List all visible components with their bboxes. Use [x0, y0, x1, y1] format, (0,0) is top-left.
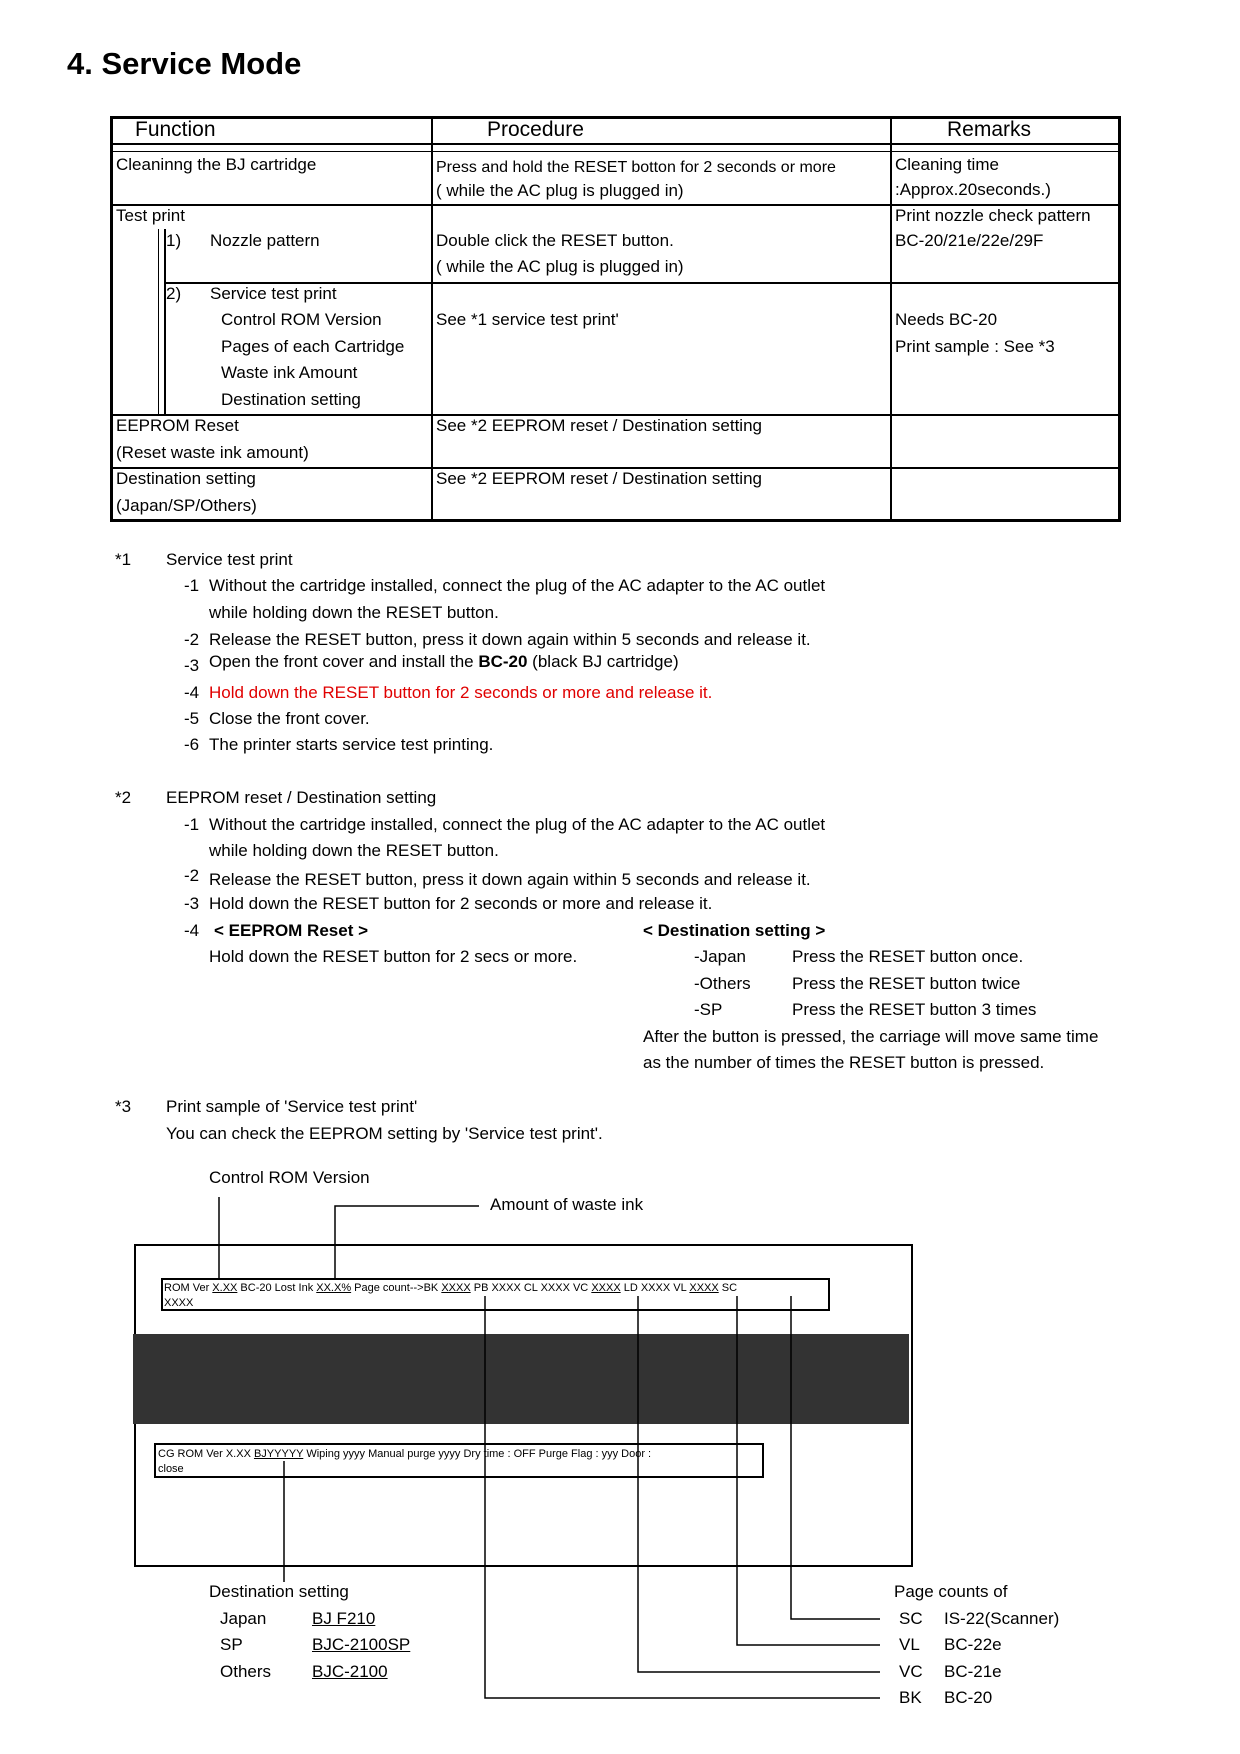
cleaning-function: Cleaninng the BJ cartridge — [116, 155, 317, 174]
print-line-1-text: ROM Ver X.XX BC-20 Lost Ink XX.X% Page count-->BK XXXX PB XXXX CL XXXX VC XXXX LD XXXX VL XXXX SC — [164, 1282, 738, 1294]
service-test-function: Service test print — [210, 284, 337, 303]
destination-region: Others — [220, 1662, 272, 1681]
note2-step-text: Release the RESET button, press it down again within 5 seconds and release it. — [209, 870, 811, 889]
test-print-function: Test print — [116, 206, 185, 225]
note2-step-text: Hold down the RESET button for 2 seconds or more and release it. — [209, 894, 713, 913]
cartridge-name: BC-20 — [478, 652, 528, 671]
page-count-cartridge: IS-22(Scanner) — [944, 1609, 1060, 1628]
service-test-remarks-sample: Print sample : See *3 — [895, 337, 1055, 356]
note2-step-text: while holding down the RESET button. — [209, 841, 499, 860]
note2-step-number: -4 — [184, 921, 200, 940]
destination-model: BJ F210 — [312, 1609, 376, 1628]
service-test-number: 2) — [166, 284, 182, 303]
service-test-sub-item: Pages of each Cartridge — [221, 337, 405, 356]
cleaning-procedure-note: ( while the AC plug is plugged in) — [436, 181, 684, 200]
nozzle-procedure-note: ( while the AC plug is plugged in) — [436, 257, 684, 276]
destination-after-text: After the button is pressed, the carriage will move same time — [643, 1027, 1099, 1046]
page-count-code: BK — [899, 1688, 922, 1707]
destination-model: BJC-2100SP — [312, 1635, 411, 1654]
print-sample-dark-band — [133, 1334, 909, 1424]
destination-region: -Others — [694, 974, 751, 993]
nozzle-procedure: Double click the RESET button. — [436, 231, 674, 250]
note3-subtitle: You can check the EEPROM setting by 'Service test print'. — [166, 1124, 603, 1143]
destination-procedure: See *2 EEPROM reset / Destination setting — [436, 469, 762, 488]
service-test-sub-item: Destination setting — [221, 390, 361, 409]
note3-mark: *3 — [115, 1097, 132, 1116]
print-line-2-text: CG ROM Ver X.XX BJYYYYY Wiping yyyy Manual purge yyyy Dry time : OFF Purge Flag : yyy Door : — [158, 1448, 652, 1460]
destination-region: -SP — [694, 1000, 723, 1019]
print-line-2-box — [154, 1443, 764, 1478]
note1-step-text-warning: Hold down the RESET button for 2 seconds or more and release it. — [209, 683, 713, 702]
destination-action: Press the RESET button once. — [792, 947, 1024, 966]
note1-step-text: Release the RESET button, press it down again within 5 seconds and release it. — [209, 630, 811, 649]
note2-step-number: -1 — [184, 815, 200, 834]
destination-model: BJC-2100 — [312, 1662, 388, 1681]
note1-step-text: while holding down the RESET button. — [209, 603, 499, 622]
destination-action: Press the RESET button 3 times — [792, 1000, 1037, 1019]
nozzle-number: 1) — [166, 231, 182, 250]
page-count-code: VC — [899, 1662, 923, 1681]
note1-step-number: -1 — [184, 576, 200, 595]
destination-heading: < Destination setting > — [643, 921, 826, 940]
eeprom-function: EEPROM Reset — [116, 416, 239, 435]
service-mode-table — [110, 116, 1121, 522]
destination-action: Press the RESET button twice — [792, 974, 1021, 993]
destination-function: Destination setting — [116, 469, 256, 488]
note2-mark: *2 — [115, 788, 132, 807]
note2-title: EEPROM reset / Destination setting — [166, 788, 437, 807]
eeprom-procedure: See *2 EEPROM reset / Destination setting — [436, 416, 762, 435]
note1-step-text: The printer starts service test printing. — [209, 735, 494, 754]
page-count-cartridge: BC-20 — [944, 1688, 993, 1707]
print-line-1-box — [161, 1278, 830, 1311]
page-counts-label: Page counts of — [894, 1582, 1008, 1601]
test-print-remarks-cartridges: BC-20/21e/22e/29F — [895, 231, 1044, 250]
tree-line — [158, 229, 159, 414]
service-test-remarks: Needs BC-20 — [895, 310, 998, 329]
page-count-code: VL — [899, 1635, 920, 1654]
note1-step-text: Open the front cover and install the BC-20 (black BJ cartridge) — [209, 652, 679, 671]
page-count-code: SC — [899, 1609, 923, 1628]
note1-step-text: Close the front cover. — [209, 709, 370, 728]
header-procedure: Procedure — [487, 118, 584, 141]
label-amount-of-waste-ink: Amount of waste ink — [490, 1195, 644, 1214]
page-count-cartridge: BC-22e — [944, 1635, 1002, 1654]
column-divider — [431, 119, 433, 519]
page-count-cartridge: BC-21e — [944, 1662, 1002, 1681]
service-test-procedure: See *1 service test print' — [436, 310, 619, 329]
note1-mark: *1 — [115, 550, 132, 569]
header-remarks: Remarks — [947, 118, 1032, 141]
cleaning-remarks: Cleaning time — [895, 155, 999, 174]
print-line-2-wrap: close — [158, 1463, 184, 1475]
note1-step-text: Without the cartridge installed, connect the plug of the AC adapter to the AC outlet — [209, 576, 826, 595]
note1-step-number: -3 — [184, 656, 200, 675]
note2-step-text: Without the cartridge installed, connect the plug of the AC adapter to the AC outlet — [209, 815, 826, 834]
note3-title: Print sample of 'Service test print' — [166, 1097, 418, 1116]
cleaning-procedure: Press and hold the RESET botton for 2 seconds or more — [436, 159, 836, 176]
note1-step-number: -6 — [184, 735, 200, 754]
column-divider — [890, 119, 892, 519]
note2-step-number: -2 — [184, 866, 200, 885]
note1-step-number: -2 — [184, 630, 200, 649]
note1-step-number: -5 — [184, 709, 200, 728]
header-divider — [113, 151, 1118, 152]
test-print-remarks: Print nozzle check pattern — [895, 206, 1091, 225]
print-line-1-wrap: XXXX — [164, 1297, 194, 1309]
cleaning-remarks-time: :Approx.20seconds.) — [895, 180, 1051, 199]
note1-step-number: -4 — [184, 683, 200, 702]
service-test-sub-item: Waste ink Amount — [221, 363, 358, 382]
note2-step-number: -3 — [184, 894, 200, 913]
label-control-rom-version: Control ROM Version — [209, 1168, 370, 1187]
tree-line — [164, 229, 166, 414]
destination-region: SP — [220, 1635, 243, 1654]
service-test-sub-item: Control ROM Version — [221, 310, 382, 329]
destination-region: -Japan — [694, 947, 746, 966]
destination-region: Japan — [220, 1609, 267, 1628]
eeprom-reset-text: Hold down the RESET button for 2 secs or more. — [209, 947, 578, 966]
nozzle-function: Nozzle pattern — [210, 231, 320, 250]
eeprom-reset-heading: < EEPROM Reset > — [214, 921, 369, 940]
eeprom-function-note: (Reset waste ink amount) — [116, 443, 309, 462]
destination-function-note: (Japan/SP/Others) — [116, 496, 257, 515]
destination-setting-label: Destination setting — [209, 1582, 349, 1601]
note1-title: Service test print — [166, 550, 293, 569]
header-function: Function — [135, 118, 216, 141]
destination-after-text: as the number of times the RESET button is pressed. — [643, 1053, 1045, 1072]
page-title: 4. Service Mode — [67, 46, 302, 81]
header-divider — [113, 143, 1118, 145]
